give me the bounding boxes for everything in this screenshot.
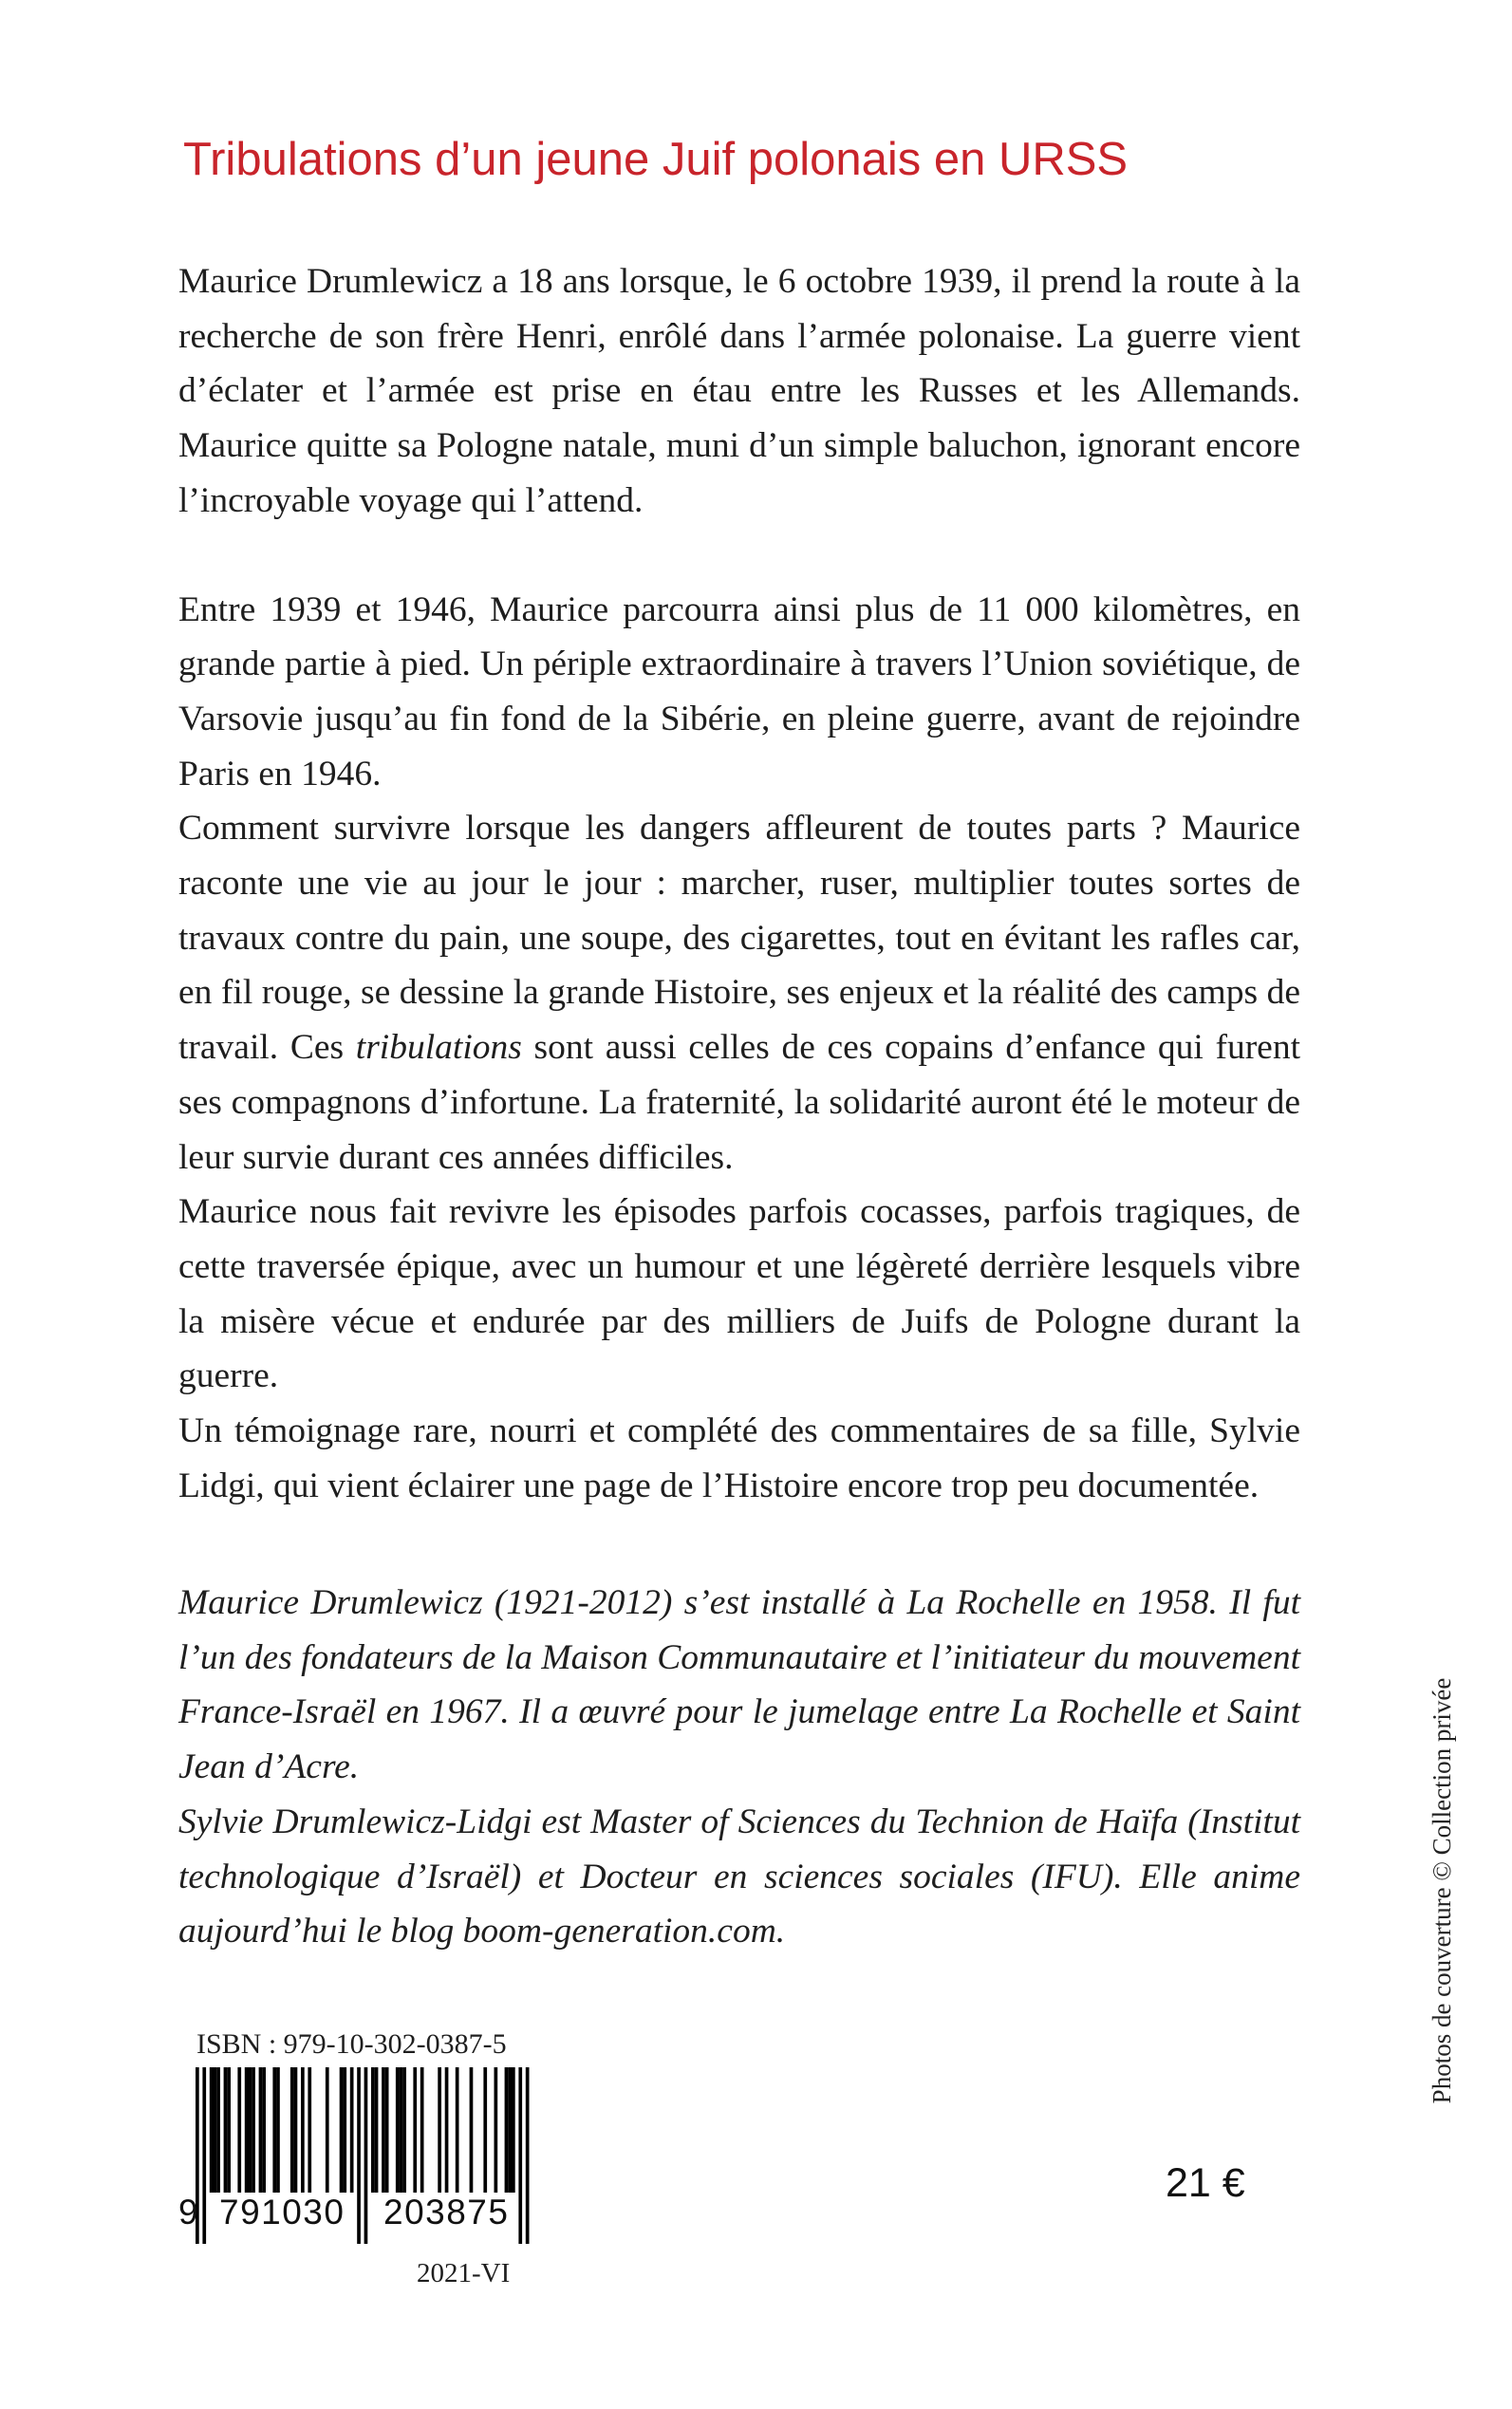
barcode-bar xyxy=(216,2067,220,2193)
barcode-bar xyxy=(343,2067,346,2193)
barcode-bar xyxy=(290,2067,294,2193)
barcode-bar xyxy=(483,2067,487,2193)
barcode-bar xyxy=(371,2067,375,2193)
photo-credit xyxy=(1423,1625,1461,2157)
barcode-bar xyxy=(252,2067,255,2193)
barcode-bar xyxy=(402,2067,406,2193)
barcode-left-digits: 791030 xyxy=(219,2193,345,2232)
barcode-bar xyxy=(396,2067,400,2193)
book-summary xyxy=(178,254,1300,1513)
summary-paragraph: Maurice nous fait revivre les épisodes parfois cocasses, parfois tragiques, de cette traversée épique, avec un humour et une légèreté derrière lesquels vibre la misère vécue et endurée par des milliers de Juifs de Pologne durant la guerre. xyxy=(178,1192,1300,1396)
barcode-bar xyxy=(375,2067,379,2193)
price: 21 € xyxy=(1166,2160,1245,2206)
bio-paragraph: Sylvie Drumlewicz-Lidgi est Master of Sciences du Technion de Haïfa (Institut technologique d’Israël) et Docteur en sciences sociales (IFU). Elle anime aujourd’hui le blog boom-generation.com. xyxy=(178,1802,1300,1951)
book-title: Tribulations d’un jeune Juif polonais en URSS xyxy=(183,134,1129,185)
barcode-bar xyxy=(262,2067,266,2193)
barcode-right-digits: 203875 xyxy=(383,2193,510,2232)
barcode-bar xyxy=(301,2067,305,2193)
barcode-bar xyxy=(495,2067,498,2193)
barcode-guard-bar xyxy=(518,2067,522,2244)
barcode-bar xyxy=(456,2067,459,2193)
barcode-bar xyxy=(326,2067,329,2193)
emphasized-word: tribulations xyxy=(355,1028,522,1068)
barcode-bar xyxy=(340,2067,344,2193)
author-biography xyxy=(178,1576,1300,1959)
barcode-bar xyxy=(382,2067,385,2193)
barcode-bar xyxy=(272,2067,276,2193)
isbn-label: ISBN : 979-10-302-0387-5 xyxy=(196,2028,507,2060)
barcode-bar xyxy=(276,2067,280,2193)
barcode-bar xyxy=(210,2067,214,2193)
barcode-bar xyxy=(385,2067,389,2193)
barcode-guard-bar xyxy=(202,2067,206,2244)
barcode-bar xyxy=(224,2067,228,2193)
barcode-guard-bar xyxy=(526,2067,530,2244)
barcode-bar xyxy=(400,2067,403,2193)
barcode-bar xyxy=(470,2067,474,2193)
summary-paragraph: Entre 1939 et 1946, Maurice parcourra ainsi plus de 11 000 kilomètres, en grande partie à pied. Un périple extraordinaire à travers l’Union soviétique, de Varsovie jusqu’au fin fond de la Sibérie, en pleine guerre, avant de rejoindre Paris en 1946. xyxy=(178,589,1300,794)
barcode-bar xyxy=(308,2067,311,2193)
summary-text: Comment survivre lorsque les dangers affleurent de toutes parts ? Maurice raconte une vie au jour le jour : marcher, ruser, multiplier toutes sortes de travaux contre du pain, une soupe, des cigarettes, tout en évitant les rafles car, en fil rouge, se dessine la grande Histoire, ses enjeux et la réalité des camps de travail. Ces xyxy=(178,809,1300,1068)
summary-paragraph xyxy=(178,801,1300,1185)
barcode-bar xyxy=(508,2067,512,2193)
barcode-bar xyxy=(413,2067,417,2193)
summary-paragraph: Maurice Drumlewicz a 18 ans lorsque, le 6 octobre 1939, il prend la route à la recherche de son frère Henri, enrôlé dans l’armée polonaise. La guerre vient d’éclater et l’armée est prise en étau entre les Russes et les Allemands. Maurice quitte sa Pologne natale, muni d’un simple baluchon, ignorant encore l’incroyable voyage qui l’attend. xyxy=(178,262,1300,520)
photo-credit-text: Photos de couverture © Collection privée xyxy=(1428,1677,1456,2104)
barcode-lead-digit: 9 xyxy=(178,2193,198,2232)
barcode-bar xyxy=(227,2067,231,2193)
summary-paragraph: Un témoignage rare, nourri et complété des commentaires de sa fille, Sylvie Lidgi, qui vient éclairer une page de l’Histoire encore trop peu documentée. xyxy=(178,1411,1300,1505)
barcode-bar xyxy=(214,2067,217,2193)
summary-text: sont aussi celles de ces copains d’enfance qui furent ses compagnons d’infortune. La fraternité, la solidarité auront été le moteur de leur survie durant ces années difficiles. xyxy=(178,1028,1300,1177)
bio-paragraph: Maurice Drumlewicz (1921-2012) s’est installé à La Rochelle en 1958. Il fut l’un des fondateurs de la Maison Communautaire et l’initiateur du mouvement France-Israël en 1967. Il a œuvré pour le jumelage entre La Rochelle et Saint Jean d’Acre. xyxy=(178,1583,1300,1787)
barcode-bar xyxy=(438,2067,441,2193)
barcode-bar xyxy=(445,2067,449,2193)
barcode-bar xyxy=(505,2067,509,2193)
edition-code: 2021-VI xyxy=(417,2258,511,2288)
barcode-bar xyxy=(420,2067,424,2193)
barcode-bar xyxy=(294,2067,298,2193)
barcode-bar xyxy=(249,2067,252,2193)
barcode-bar xyxy=(245,2067,249,2193)
barcode-guard-bar xyxy=(357,2067,361,2244)
barcode-guard-bar xyxy=(364,2067,368,2244)
barcode-bar xyxy=(512,2067,515,2193)
barcode-bar xyxy=(259,2067,263,2193)
barcode-bar xyxy=(237,2067,241,2193)
barcode-bar xyxy=(350,2067,354,2193)
